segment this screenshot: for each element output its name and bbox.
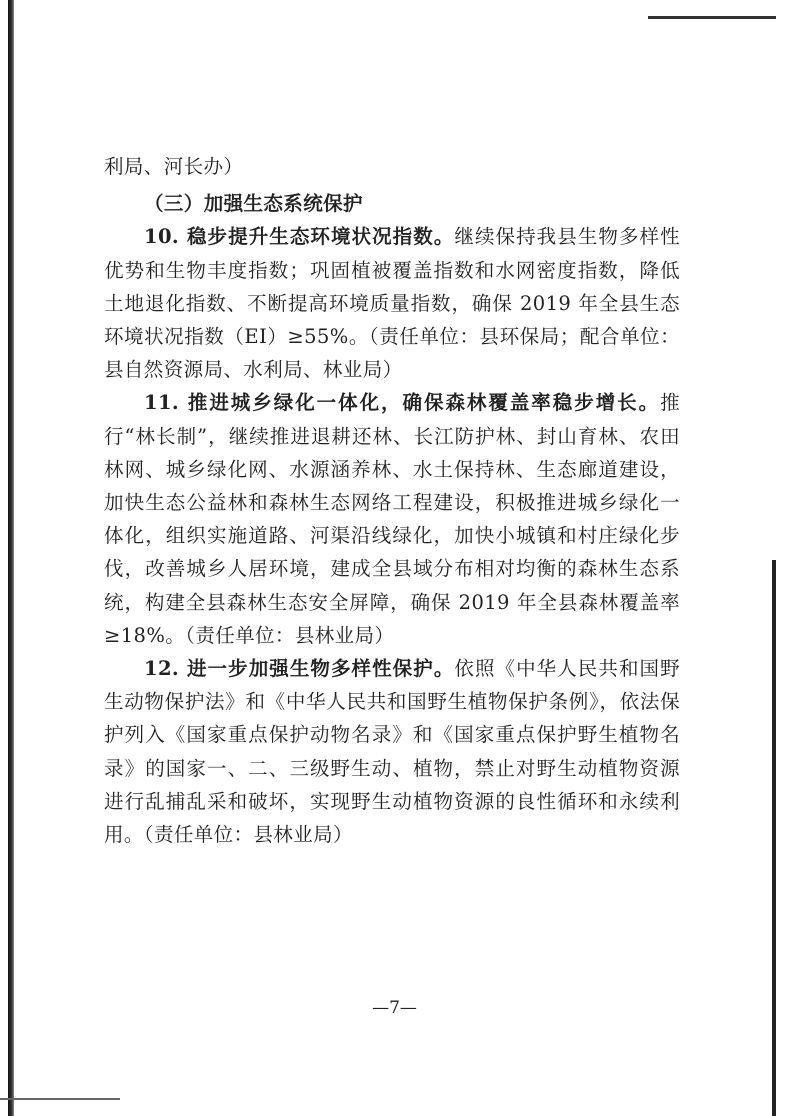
item-11-body: 推行“林长制”，继续推进退耕还林、长江防护林、封山育林、农田林网、城乡绿化网、水源涵养林、水土保持林、生态廊道建设，加快生态公益林和森林生态网络工程建设，积极推进城乡绿化一体化，组织实施道路、河渠沿线绿化，加快小城镇和村庄绿化步伐，改善城乡人居环境，建成全县域分布相对均衡的森林生态系统，构建全县森林生态安全屏障，确保 2019 年全县森林覆盖率≥18%。（责任单位：县林业局） (104, 391, 680, 647)
item-12-body: 依照《中华人民共和国野生动物保护法》和《中华人民共和国野生植物保护条例》，依法保护列入《国家重点保护动物名录》和《国家重点保护野生植物名录》的国家一、二、三级野生动、植物，禁止对野生动植物资源进行乱捕乱采和破坏，实现野生动植物资源的良性循环和永续利用。（责任单位：县林业局） (104, 657, 681, 847)
scan-line-bottom (0, 1098, 120, 1100)
page-number: —7— (372, 998, 417, 1018)
item-11-title: 11. 推进城乡绿化一体化，确保森林覆盖率稳步增长。 (144, 391, 661, 415)
document-body (104, 150, 680, 851)
item-12-title: 12. 进一步加强生物多样性保护。 (144, 657, 455, 681)
scan-edge-right (772, 560, 776, 1116)
paragraph-item-11 (104, 386, 680, 652)
continuation-text: 利局、河长办） (104, 155, 244, 178)
scan-line-top (648, 16, 776, 19)
section-heading: （三）加强生态系统保护 (144, 192, 363, 216)
paragraph-item-10 (104, 220, 680, 386)
scan-edge-left (8, 0, 14, 1116)
paragraph-item-12 (104, 652, 680, 851)
item-10-body: 继续保持我县生物多样性优势和生物丰度指数；巩固植被覆盖指数和水网密度指数，降低土地退化指数、不断提高环境质量指数，确保 2019 年全县生态环境状况指数（EI）≥55%。（责任单位：县环保局；配合单位：县自然资源局、水利局、林业局） (104, 225, 681, 382)
item-10-title: 10. 稳步提升生态环境状况指数。 (144, 225, 455, 249)
